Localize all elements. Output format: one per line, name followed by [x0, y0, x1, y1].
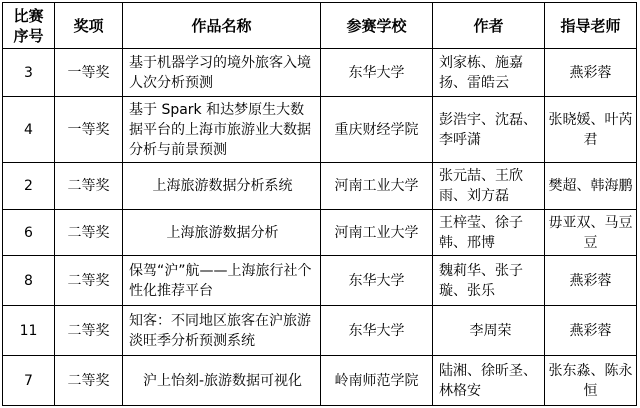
header-advisor: 指导老师 — [545, 3, 637, 49]
school-cell: 岭南师范学院 — [321, 356, 433, 406]
work-cell: 基于 Spark 和达梦原生大数据平台的上海市旅游业大数据分析与前景预测 — [123, 97, 321, 163]
school-cell: 东华大学 — [321, 49, 433, 97]
advisor-cell: 燕彩蓉 — [545, 49, 637, 97]
header-award: 奖项 — [55, 3, 123, 49]
author-cell: 刘家栋、施嘉扬、雷皓云 — [433, 49, 545, 97]
table-row — [3, 97, 637, 163]
header-author: 作者 — [433, 3, 545, 49]
work-cell: 基于机器学习的境外旅客入境人次分析预测 — [123, 49, 321, 97]
award-table — [2, 2, 637, 406]
header-work: 作品名称 — [123, 3, 321, 49]
work-cell: 沪上怡刻-旅游数据可视化 — [123, 356, 321, 406]
work-cell: 上海旅游数据分析系统 — [123, 163, 321, 210]
school-cell: 河南工业大学 — [321, 163, 433, 210]
table-header-row — [3, 3, 637, 49]
seq-cell: 6 — [3, 210, 55, 256]
work-cell: 上海旅游数据分析 — [123, 210, 321, 256]
author-cell: 魏莉华、张子璇、张乐 — [433, 256, 545, 306]
advisor-cell: 燕彩蓉 — [545, 306, 637, 356]
work-cell: 知客：不同地区旅客在沪旅游淡旺季分析预测系统 — [123, 306, 321, 356]
header-seq: 比赛序号 — [3, 3, 55, 49]
advisor-cell: 毋亚双、马豆豆 — [545, 210, 637, 256]
advisor-cell: 张东淼、陈永恒 — [545, 356, 637, 406]
seq-cell: 4 — [3, 97, 55, 163]
award-cell: 二等奖 — [55, 356, 123, 406]
seq-cell: 2 — [3, 163, 55, 210]
advisor-cell: 樊超、韩海鹏 — [545, 163, 637, 210]
award-cell: 一等奖 — [55, 97, 123, 163]
author-cell: 王梓莹、徐子韩、邢博 — [433, 210, 545, 256]
advisor-cell: 燕彩蓉 — [545, 256, 637, 306]
table-row — [3, 163, 637, 210]
seq-cell: 11 — [3, 306, 55, 356]
table-row — [3, 256, 637, 306]
author-cell: 彭浩宇、沈磊、李呼潇 — [433, 97, 545, 163]
table-row — [3, 210, 637, 256]
advisor-cell: 张晓媛、叶芮君 — [545, 97, 637, 163]
table-row — [3, 356, 637, 406]
author-cell: 张元喆、王欣雨、刘方磊 — [433, 163, 545, 210]
table-row — [3, 49, 637, 97]
header-school: 参赛学校 — [321, 3, 433, 49]
award-cell: 二等奖 — [55, 163, 123, 210]
school-cell: 河南工业大学 — [321, 210, 433, 256]
work-cell: 保驾“沪”航——上海旅行社个性化推荐平台 — [123, 256, 321, 306]
award-cell: 二等奖 — [55, 210, 123, 256]
award-cell: 二等奖 — [55, 256, 123, 306]
school-cell: 重庆财经学院 — [321, 97, 433, 163]
seq-cell: 7 — [3, 356, 55, 406]
author-cell: 陆湘、徐昕圣、林格安 — [433, 356, 545, 406]
seq-cell: 8 — [3, 256, 55, 306]
award-cell: 二等奖 — [55, 306, 123, 356]
author-cell: 李周荣 — [433, 306, 545, 356]
award-cell: 一等奖 — [55, 49, 123, 97]
table-row — [3, 306, 637, 356]
school-cell: 东华大学 — [321, 306, 433, 356]
seq-cell: 3 — [3, 49, 55, 97]
school-cell: 东华大学 — [321, 256, 433, 306]
